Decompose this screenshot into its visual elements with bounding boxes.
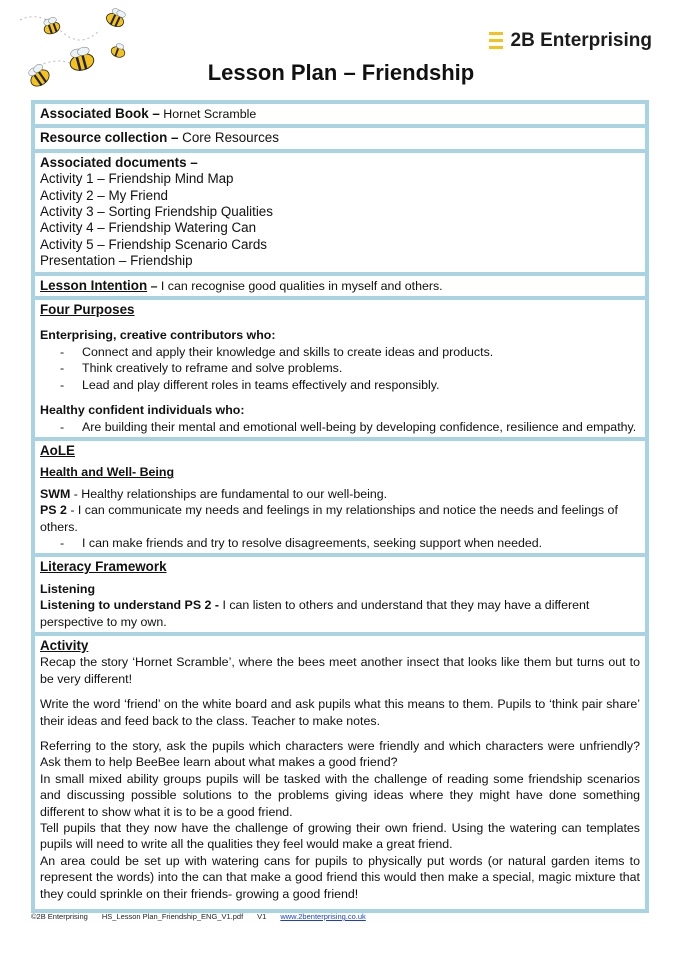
footer-version: V1 bbox=[257, 912, 267, 921]
resource-cell bbox=[35, 128, 645, 148]
list-item: - Are building their mental and emotional well-being by developing confidence, resilience and empathy. bbox=[60, 419, 640, 435]
book-value: Hornet Scramble bbox=[163, 107, 257, 121]
footer-copyright: ©2B Enterprising bbox=[31, 912, 88, 921]
lesson-plan-table bbox=[31, 100, 649, 913]
footer-filename: HS_Lesson Plan_Friendship_ENG_V1.pdf bbox=[101, 912, 244, 921]
intention-label: Lesson Intention bbox=[40, 277, 148, 293]
logo-mark-icon bbox=[489, 30, 505, 52]
aole-cell bbox=[35, 441, 645, 553]
bee-icon bbox=[104, 6, 127, 29]
page-title: Lesson Plan – Friendship bbox=[207, 60, 475, 85]
activity-cell bbox=[35, 636, 645, 909]
list-item: - Connect and apply their knowledge and skills to create ideas and products. bbox=[60, 344, 640, 360]
logo-text: 2B Enterprising bbox=[510, 30, 652, 51]
document-item: Activity 2 – My Friend bbox=[40, 187, 168, 203]
activity-paragraph: Recap the story ‘Hornet Scramble’, where the bees meet another insect that looks like them but turns out to be very different! bbox=[40, 655, 640, 686]
resource-label: Resource collection – bbox=[40, 130, 179, 146]
swm-text: - Healthy relationships are fundamental to our well-being. bbox=[70, 486, 388, 501]
literacy-line bbox=[40, 597, 640, 630]
purposes-group1-title: Enterprising, creative contributors who: bbox=[40, 328, 276, 343]
ps2-line bbox=[40, 502, 640, 535]
list-item: - Lead and play different roles in teams effectively and responsibly. bbox=[60, 377, 640, 393]
swm-line bbox=[40, 486, 640, 502]
intention-dash: – bbox=[147, 278, 161, 293]
brand-logo bbox=[489, 30, 652, 52]
activity-paragraph: Tell pupils that they now have the challenge of growing their own friend. Using the watering can templates pupils will need to write all the qualities they feel would make a great friend. bbox=[40, 821, 640, 852]
documents-cell bbox=[35, 153, 645, 272]
literacy-heading: Literacy Framework bbox=[40, 559, 167, 575]
bee-icon bbox=[41, 16, 61, 36]
ps2-text: - I can communicate my needs and feelings in my relationships and notice the needs and feelings of others. bbox=[40, 503, 618, 534]
aole-list bbox=[40, 535, 640, 551]
literacy-sub2-text: I can listen to others and understand that they may have a different perspective to my own. bbox=[40, 598, 590, 629]
purposes-group1-list bbox=[40, 344, 640, 393]
intention-cell bbox=[35, 276, 645, 296]
activity-heading: Activity bbox=[40, 637, 89, 653]
literacy-sub2-label: Listening to understand PS 2 - bbox=[40, 598, 219, 613]
bee-icon bbox=[110, 42, 128, 59]
activity-paragraph: An area could be set up with watering cans for pupils to physically put words (or natural garden items to represent the words) into the can that make a good friend this would then make a special, magic mixture that they could sprinkle on their friends- growing a good friend! bbox=[40, 853, 640, 901]
resource-value: Core Resources bbox=[182, 130, 279, 146]
book-cell bbox=[35, 104, 645, 124]
list-item: - I can make friends and try to resolve disagreements, seeking support when needed. bbox=[60, 535, 640, 551]
activity-paragraph: In small mixed ability groups pupils will be tasked with the challenge of reading some friendship scenarios and discussing possible solutions to the problems giving ideas where they might have done something different to show what it is to be a good friend. bbox=[40, 771, 640, 819]
book-label: Associated Book – bbox=[40, 106, 160, 121]
document-item: Activity 3 – Sorting Friendship Qualities bbox=[40, 204, 273, 220]
aole-subheading: Health and Well- Being bbox=[40, 465, 175, 480]
footer-website-link[interactable]: www.2benterprising.co.uk bbox=[280, 912, 366, 921]
literacy-sub1: Listening bbox=[40, 581, 96, 596]
swm-label: SWM bbox=[40, 486, 71, 501]
activity-paragraph: Referring to the story, ask the pupils which characters were friendly and which characters were unfriendly? Ask them to help BeeBee learn about what makes a good friend? bbox=[40, 739, 640, 770]
intention-value: I can recognise good qualities in myself and others. bbox=[160, 278, 443, 293]
document-item: Activity 4 – Friendship Watering Can bbox=[40, 220, 257, 236]
document-item: Activity 1 – Friendship Mind Map bbox=[40, 171, 234, 187]
literacy-cell bbox=[35, 557, 645, 632]
activity-paragraph: Write the word ‘friend’ on the white board and ask pupils what this means to them. Pupils to ‘think pair share’ their ideas and feed back to the class. Teacher to make notes. bbox=[40, 697, 640, 728]
ps2-label: PS 2 bbox=[40, 503, 67, 518]
list-item: - Think creatively to reframe and solve problems. bbox=[60, 360, 640, 376]
purposes-cell bbox=[35, 300, 645, 437]
purposes-group2-list bbox=[40, 419, 640, 435]
documents-label: Associated documents – bbox=[40, 154, 198, 170]
document-item: Activity 5 – Friendship Scenario Cards bbox=[40, 236, 267, 252]
purposes-heading: Four Purposes bbox=[40, 302, 135, 318]
page-footer bbox=[31, 912, 366, 921]
document-item: Presentation – Friendship bbox=[40, 253, 193, 269]
aole-heading: AoLE bbox=[40, 442, 75, 458]
purposes-group2-title: Healthy confident individuals who: bbox=[40, 403, 245, 418]
